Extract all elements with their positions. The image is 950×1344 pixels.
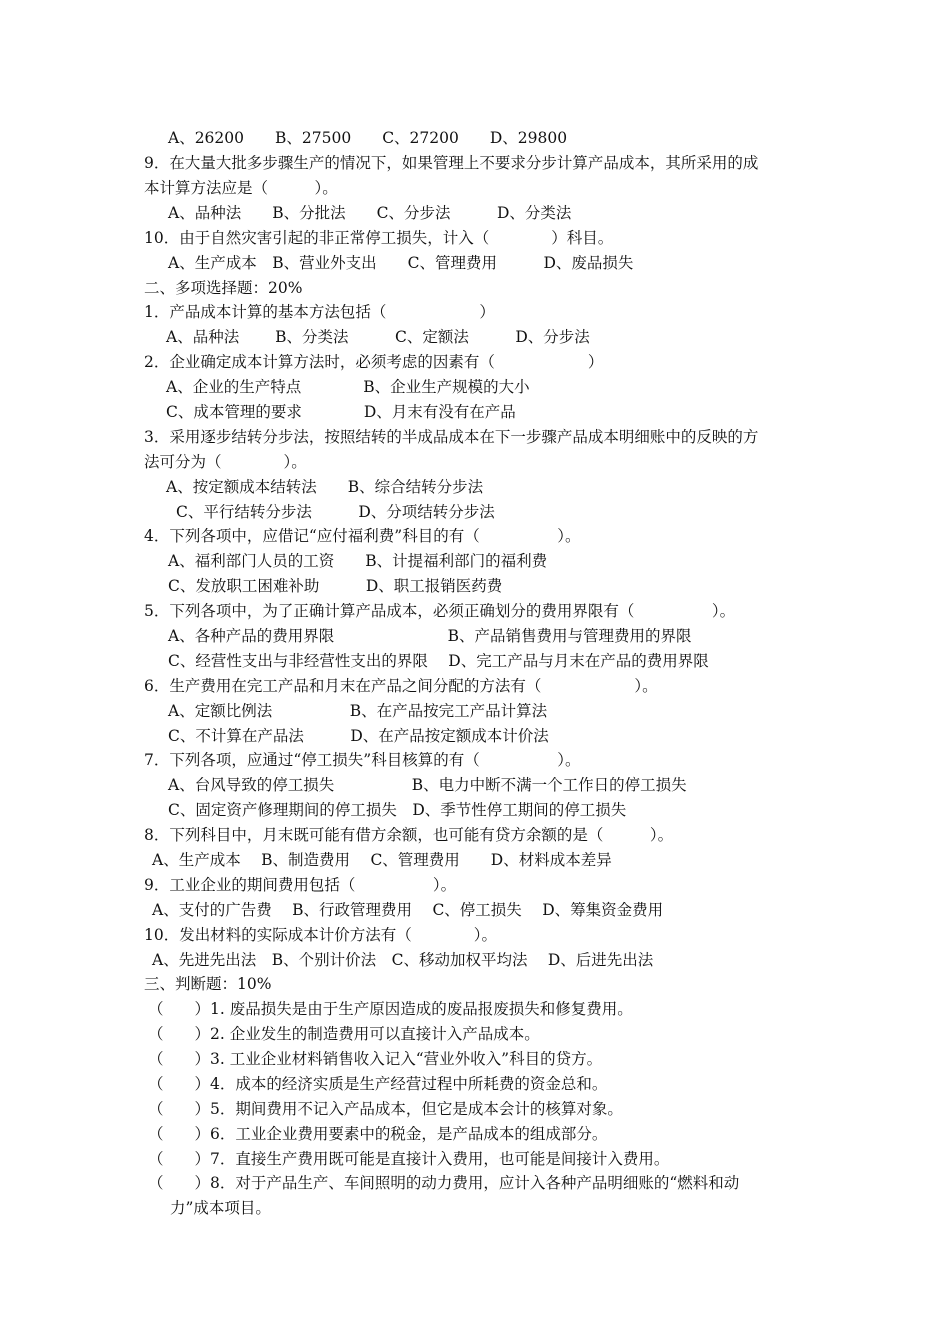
- judgment-item: 力”成本项目。: [170, 1199, 271, 1217]
- question-text: 3．采用逐步结转分步法，按照结转的半成品成本在下一步骤产品成本明细账中的反映的方: [144, 428, 759, 446]
- judgment-item: （ ）5．期间费用不记入产品成本，但它是成本会计的核算对象。: [148, 1100, 623, 1118]
- answer-options: A、先进先出法 B、个别计价法 C、移动加权平均法 D、后进先出法: [152, 951, 654, 969]
- question-text: 9．工业企业的期间费用包括（ ）。: [144, 876, 457, 894]
- answer-options: A、生产成本 B、营业外支出 C、管理费用 D、废品损失: [168, 254, 634, 272]
- answer-options: A、品种法 B、分类法 C、定额法 D、分步法: [166, 328, 590, 346]
- answer-options: C、固定资产修理期间的停工损失 D、季节性停工期间的停工损失: [168, 801, 627, 819]
- answer-options: C、发放职工困难补助 D、职工报销医药费: [168, 577, 503, 595]
- answer-options: A、生产成本 B、制造费用 C、管理费用 D、材料成本差异: [152, 851, 612, 869]
- answer-options: A、各种产品的费用界限 B、产品销售费用与管理费用的界限: [168, 627, 692, 645]
- question-text: 8．下列科目中，月末既可能有借方余额，也可能有贷方余额的是（ ）。: [144, 826, 674, 844]
- judgment-item: （ ）4．成本的经济实质是生产经营过程中所耗费的资金总和。: [148, 1075, 608, 1093]
- question-text: 10．发出材料的实际成本计价方法有（ ）。: [144, 926, 497, 944]
- answer-options: C、平行结转分步法 D、分项结转分步法: [176, 503, 495, 521]
- section-heading: 二、多项选择题：20%: [144, 279, 303, 297]
- question-text: 7．下列各项，应通过“停工损失”科目核算的有（ ）。: [144, 751, 581, 769]
- question-text: 1．产品成本计算的基本方法包括（ ）: [144, 303, 495, 321]
- judgment-item: （ ）3. 工业企业材料销售收入记入“营业外收入”科目的贷方。: [148, 1050, 603, 1068]
- question-text: 法可分为（ ）。: [144, 453, 307, 471]
- question-text: 5．下列各项中，为了正确计算产品成本，必须正确划分的费用界限有（ ）。: [144, 602, 736, 620]
- question-text: 4．下列各项中，应借记“应付福利费”科目的有（ ）。: [144, 527, 581, 545]
- answer-options: C、经营性支出与非经营性支出的界限 D、完工产品与月末在产品的费用界限: [168, 652, 709, 670]
- answer-options: A、企业的生产特点 B、企业生产规模的大小: [166, 378, 530, 396]
- answer-options: A、福利部门人员的工资 B、计提福利部门的福利费: [168, 552, 548, 570]
- section-heading: 三、判断题：10%: [144, 975, 272, 993]
- question-text: 2．企业确定成本计算方法时，必须考虑的因素有（ ）: [144, 353, 604, 371]
- answer-options: C、不计算在产品法 D、在产品按定额成本计价法: [168, 727, 549, 745]
- answer-options: A、台风导致的停工损失 B、电力中断不满一个工作日的停工损失: [168, 776, 687, 794]
- answer-options: A、支付的广告费 B、行政管理费用 C、停工损失 D、筹集资金费用: [152, 901, 664, 919]
- question-text: 本计算方法应是（ ）。: [144, 179, 338, 197]
- judgment-item: （ ）8．对于产品生产、车间照明的动力费用，应计入各种产品明细账的“燃料和动: [148, 1174, 740, 1192]
- answer-options: A、26200 B、27500 C、27200 D、29800: [168, 129, 568, 147]
- answer-options: A、定额比例法 B、在产品按完工产品计算法: [168, 702, 548, 720]
- question-text: 9．在大量大批多步骤生产的情况下，如果管理上不要求分步计算产品成本，其所采用的成: [144, 154, 759, 172]
- question-text: 6．生产费用在完工产品和月末在产品之间分配的方法有（ ）。: [144, 677, 658, 695]
- answer-options: C、成本管理的要求 D、月末有没有在产品: [166, 403, 516, 421]
- judgment-item: （ ）6．工业企业费用要素中的税金，是产品成本的组成部分。: [148, 1125, 608, 1143]
- judgment-item: （ ）7．直接生产费用既可能是直接计入费用，也可能是间接计入费用。: [148, 1150, 670, 1168]
- answer-options: A、按定额成本结转法 B、综合结转分步法: [166, 478, 484, 496]
- question-text: 10．由于自然灾害引起的非正常停工损失，计入（ ）科目。: [144, 229, 614, 247]
- answer-options: A、品种法 B、分批法 C、分步法 D、分类法: [168, 204, 572, 222]
- judgment-item: （ ）1. 废品损失是由于生产原因造成的废品报废损失和修复费用。: [148, 1000, 633, 1018]
- judgment-item: （ ）2. 企业发生的制造费用可以直接计入产品成本。: [148, 1025, 540, 1043]
